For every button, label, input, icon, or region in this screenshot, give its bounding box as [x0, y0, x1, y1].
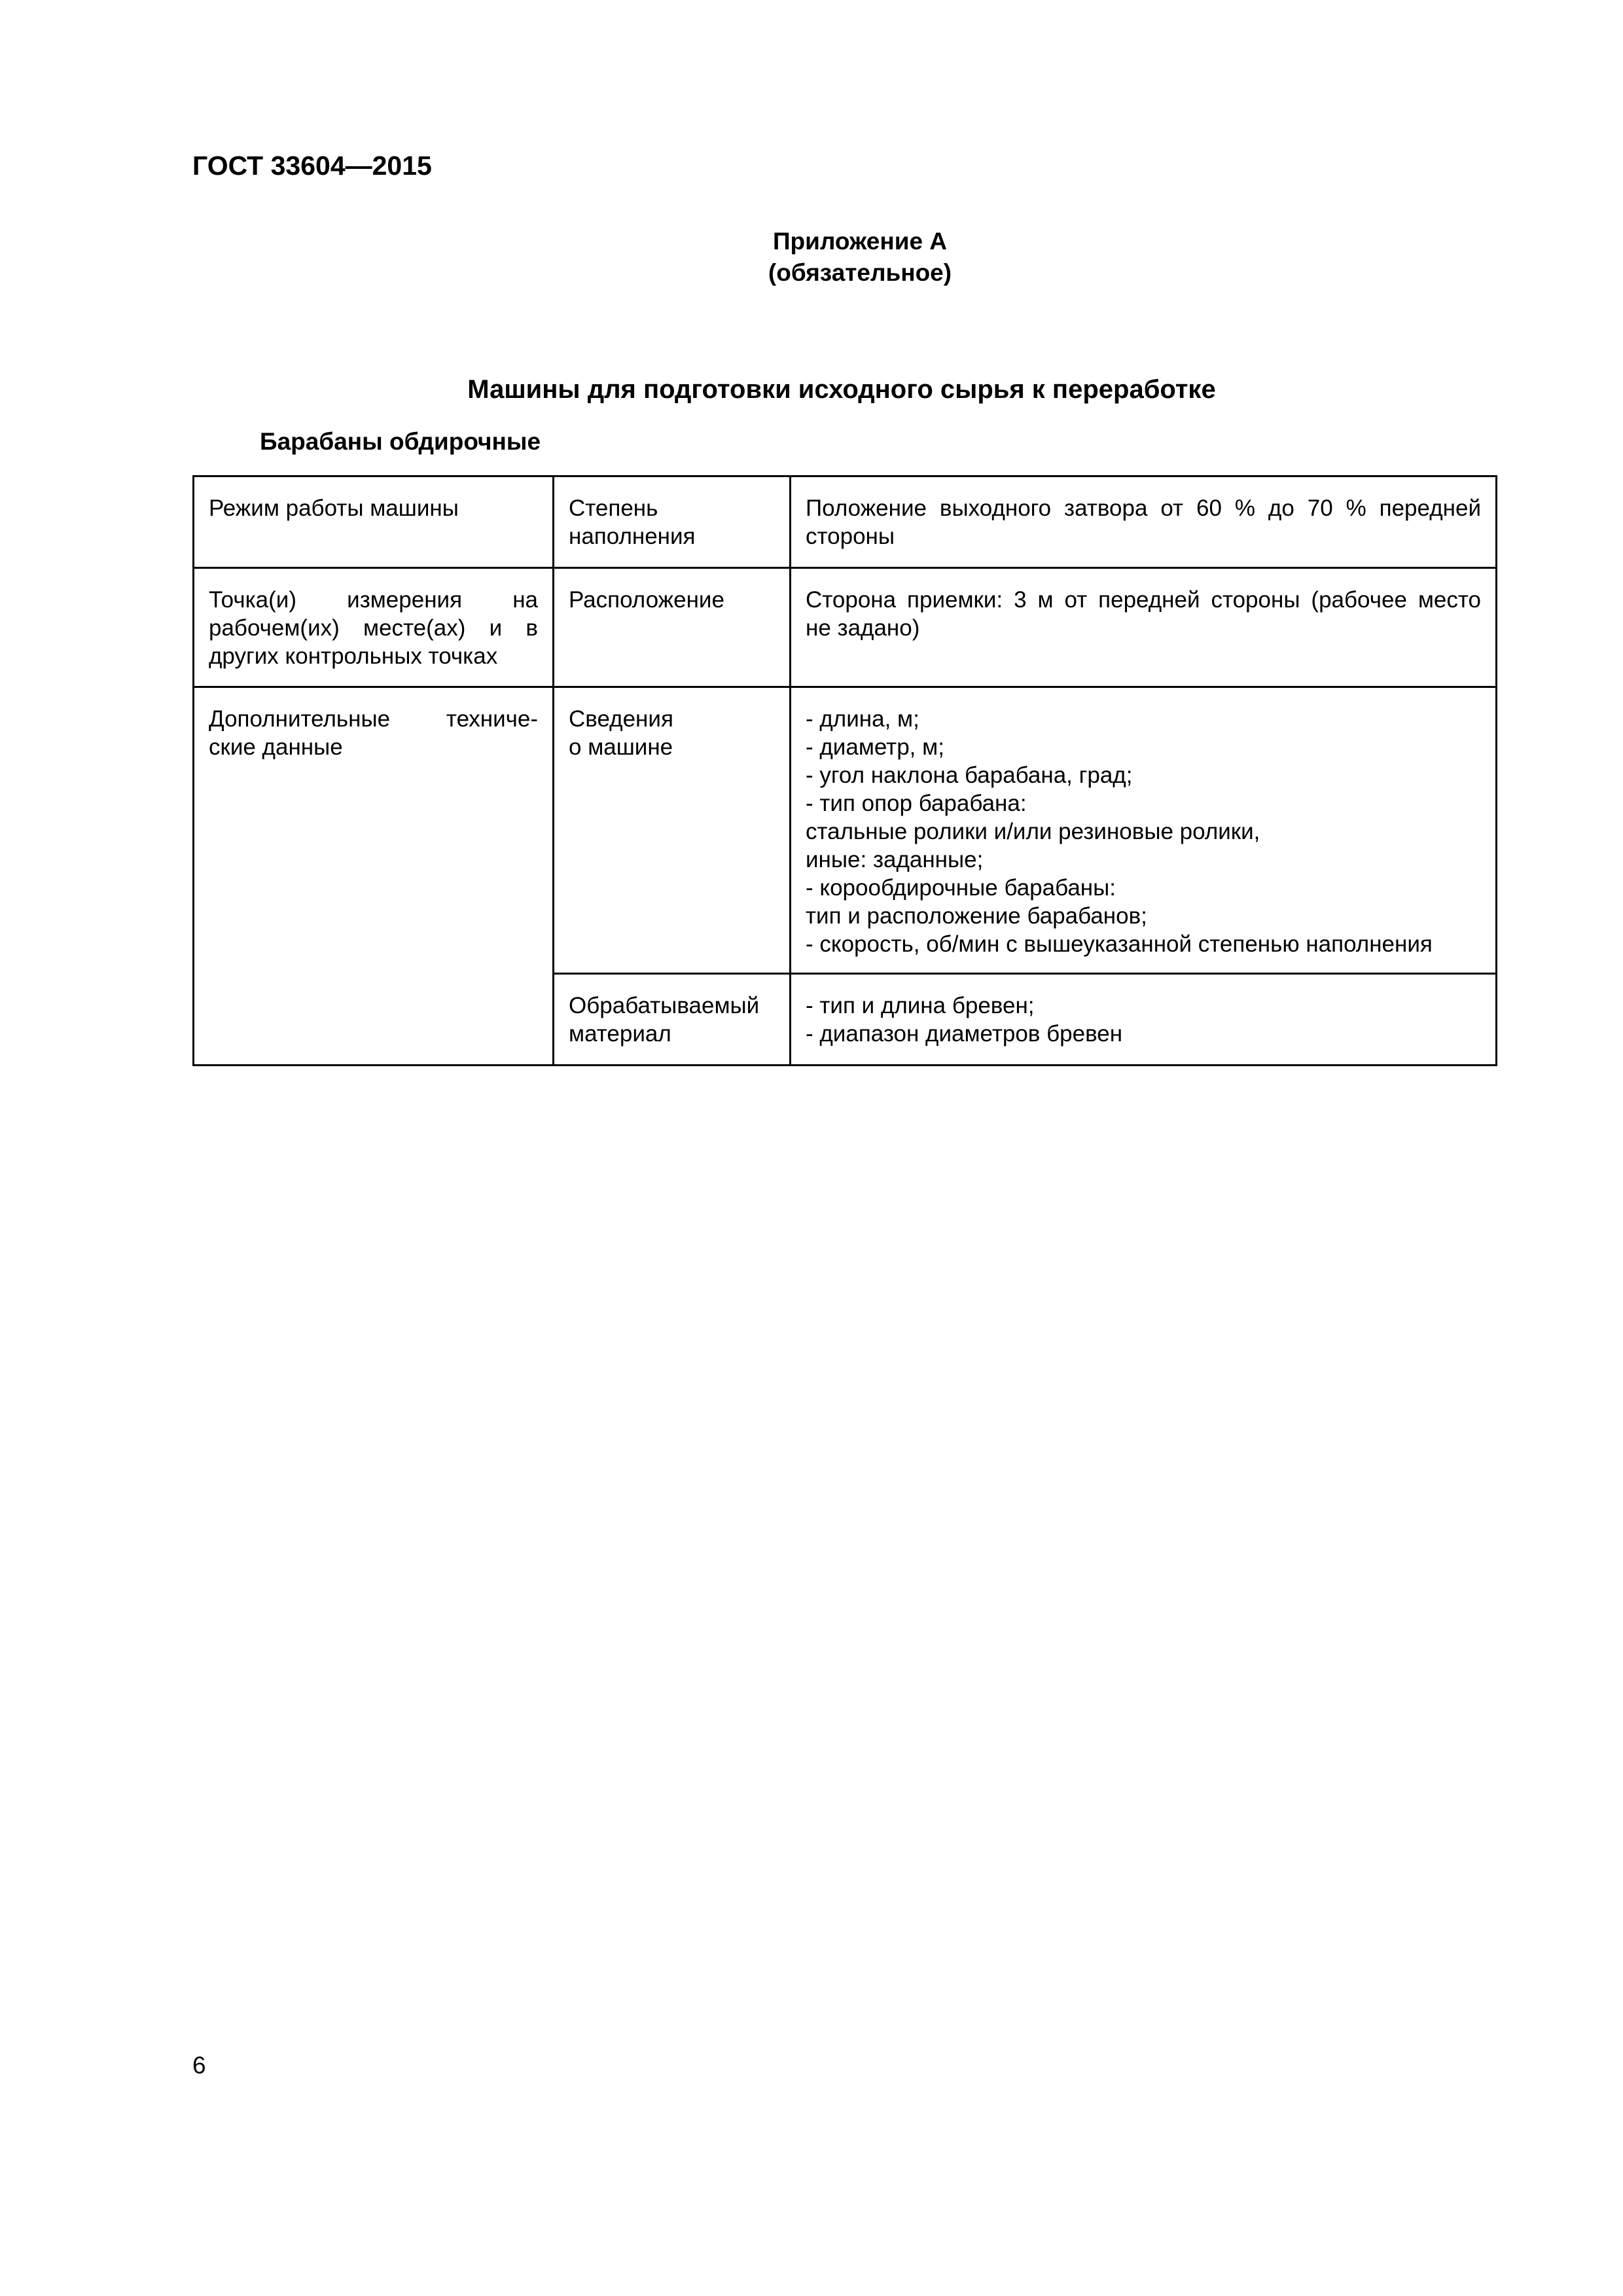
table-cell-measure-points-label	[194, 568, 554, 687]
table-cell-extra-data-label	[194, 687, 554, 1066]
cell-line: о машине	[569, 734, 673, 760]
cell-line: рабочем(их) месте(ах) и в	[209, 615, 538, 641]
table-cell-mode-label	[194, 476, 554, 568]
table-row	[194, 476, 1497, 568]
cell-line: - корообдирочные барабаны:	[806, 875, 1116, 901]
section-subtitle: Барабаны обдирочные	[260, 428, 541, 455]
cell-line: ские данные	[209, 734, 343, 760]
cell-line: Степень	[569, 495, 658, 521]
cell-line: - диаметр, м;	[806, 734, 944, 760]
cell-line: - диапазон диаметров бревен	[806, 1021, 1123, 1047]
cell-line: других контрольных точках	[209, 643, 498, 669]
page-number: 6	[192, 2052, 206, 2079]
cell-line: Обрабатываемый	[569, 993, 760, 1018]
cell-line: Точка(и) измерения на	[209, 587, 538, 613]
cell-line: стороны	[806, 524, 895, 549]
table-cell-fill-label	[554, 476, 791, 568]
cell-line: Сторона приемки: 3 м от передней стороны (рабочее место	[806, 587, 1481, 613]
table-cell-location-value	[791, 568, 1497, 687]
table-cell-machine-info-label	[554, 687, 791, 974]
table-cell-material-label	[554, 974, 791, 1066]
main-title: Машины для подготовки исходного сырья к переработке	[467, 375, 1216, 404]
table-cell-material-value	[791, 974, 1497, 1066]
table-cell-fill-value	[791, 476, 1497, 568]
cell-text: Расположение	[569, 587, 724, 613]
cell-text: Режим работы машины	[209, 495, 459, 521]
cell-line: Дополнительные техниче-	[209, 706, 538, 732]
cell-line: Сведения	[569, 706, 673, 732]
table-cell-location-label	[554, 568, 791, 687]
cell-line: не задано)	[806, 615, 920, 641]
table-cell-machine-info-value	[791, 687, 1497, 974]
cell-line: - скорость, об/мин с вышеуказанной степенью наполнения	[806, 931, 1433, 957]
cell-line: тип и расположение барабанов;	[806, 903, 1147, 929]
cell-line: - длина, м;	[806, 706, 919, 732]
cell-line: - тип и длина бревен;	[806, 993, 1035, 1018]
spec-table	[192, 475, 1497, 1066]
cell-line: - угол наклона барабана, град;	[806, 762, 1133, 788]
table-row	[194, 568, 1497, 687]
document-code: ГОСТ 33604—2015	[192, 151, 432, 181]
cell-line: иные: заданные;	[806, 847, 984, 872]
cell-line: - тип опор барабана:	[806, 791, 1027, 816]
appendix-status: (обязательное)	[768, 259, 952, 286]
appendix-title: Приложение А	[772, 228, 948, 255]
cell-line: Положение выходного затвора от 60 % до 70 % передней	[806, 495, 1481, 521]
cell-line: наполнения	[569, 524, 696, 549]
cell-line: материал	[569, 1021, 671, 1047]
table-row	[194, 687, 1497, 974]
cell-line: стальные ролики и/или резиновые ролики,	[806, 819, 1260, 844]
